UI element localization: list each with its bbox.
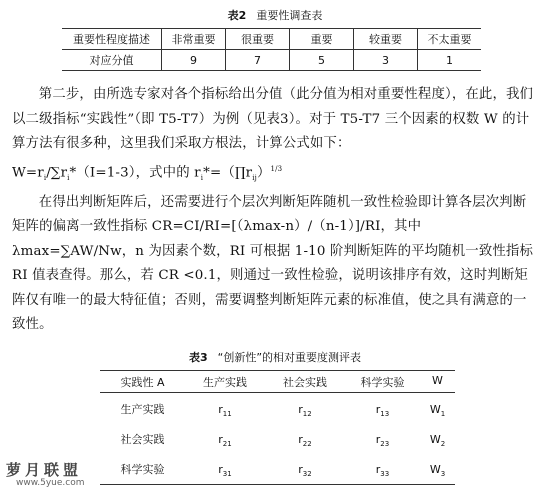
table-cell: 较重要: [354, 29, 418, 50]
table2-caption-number: 表2: [227, 9, 247, 22]
body-text: [12, 83, 538, 338]
paragraph-consistency-check: 在得出判断矩阵后，还需要进行个层次判断矩阵随机一致性检验即计算各层次判断矩阵的偏离一致性指标 CR=CI/RI=[（λmax-n）/（n-1）]/RI，其中 λmax=∑AW/Nw，n 为因素个数，RI 可根据 1-10 阶判断矩阵的平均随机一致性指标 RI 值表查得。那么，若 CR <0.1，则通过一致性检验，说明该排序有效，这时判断矩阵仅有唯一的最大特征值；否则，需要调整判断矩阵元素的标准值，使之具有满意的一致性。: [12, 194, 533, 333]
table-cell: 9: [162, 50, 226, 71]
table-cell: 5: [290, 50, 354, 71]
table-cell: 非常重要: [162, 29, 226, 50]
table-cell: $r_{31}$: [218, 463, 232, 479]
table-cell: $r_{21}$: [218, 433, 232, 449]
table2-caption: [0, 7, 550, 23]
table-cell: $r_{12}$: [298, 403, 312, 419]
table-cell: $r_{33}$: [375, 463, 390, 479]
table-cell: 重要性程度描述: [62, 29, 162, 50]
table3-caption-number: 表3: [188, 351, 208, 364]
table-header-cell: 社会实践: [283, 376, 327, 389]
row-label: 生产实践: [120, 403, 165, 416]
table-cell: $r_{23}$: [375, 433, 390, 449]
table-cell: 1: [418, 50, 482, 71]
table3-caption: [0, 349, 550, 365]
table-cell: $r_{32}$: [298, 463, 312, 479]
table-cell: 3: [354, 50, 418, 71]
table-cell: 不太重要: [418, 29, 482, 50]
table-cell: $r_{22}$: [298, 433, 312, 449]
table-cell: $W_2$: [429, 433, 446, 449]
table-cell: $W_1$: [429, 403, 446, 419]
paragraph-step-two: 第二步，由所选专家对各个指标给出分值（此分值为相对重要性程度），在此，我们以二级指标“实践性”（即 T5-T7）为例（见表3）。对于 T5-T7 三个因素的权数 W 的计算方法有很多种，这里我们采取方根法，计算公式如下：: [12, 87, 534, 152]
table-header-cell: 生产实践: [203, 376, 247, 389]
table-cell: $W_3$: [429, 463, 446, 479]
table-row: [62, 50, 481, 71]
table-header-cell: 科学实验: [360, 376, 405, 389]
watermark-logo: 萝月联盟: [6, 461, 83, 479]
watermark-url: www.5yue.com: [16, 478, 85, 488]
importance-survey-table: [62, 28, 481, 71]
table-header-cell: 实践性 A: [120, 376, 165, 389]
formula-line: $W=r_i/\sum r_i*(I=1-3)$，式中的 $r_i*=(\prod r_{ij})^{1/3}$: [12, 164, 283, 182]
table2-caption-title: 重要性调查表: [256, 9, 323, 22]
table-cell: $r_{13}$: [375, 403, 390, 419]
table-cell: 7: [226, 50, 290, 71]
table-header-cell: W: [432, 374, 443, 387]
row-label: 科学实验: [120, 463, 165, 476]
row-label: 社会实践: [120, 433, 165, 446]
relative-importance-table: [100, 370, 455, 485]
table-cell: $r_{11}$: [218, 403, 232, 419]
table3-caption-title: “创新性”的相对重要度测评表: [217, 351, 362, 364]
table-cell: 重要: [290, 29, 354, 50]
table-row: [62, 29, 481, 50]
table-cell: 很重要: [226, 29, 290, 50]
table-cell: 对应分值: [62, 50, 162, 71]
